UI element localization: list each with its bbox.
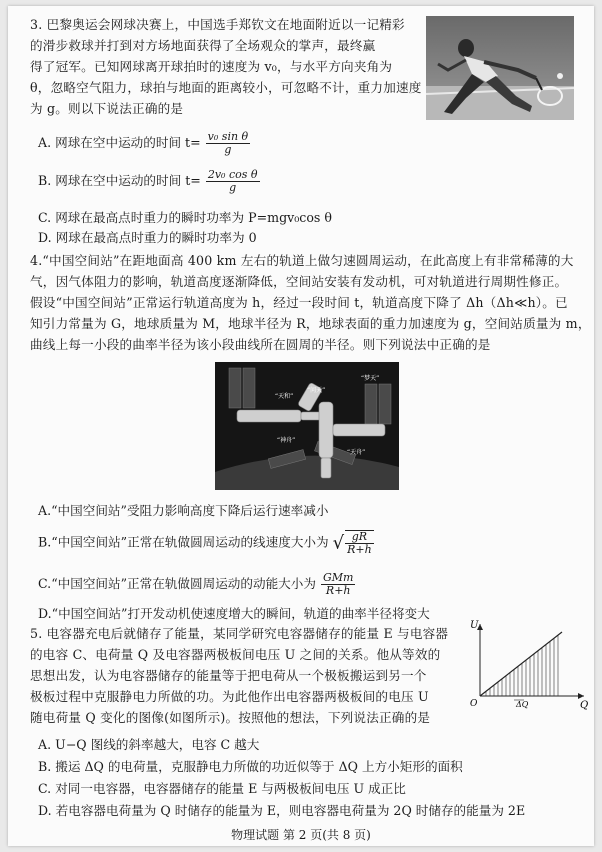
exam-page	[8, 6, 594, 846]
q3-line-2: 的滑步救球并打到对方场地面获得了全场观众的掌声，最终赢	[30, 38, 376, 53]
q5-line-2: 的电容 C、电荷量 Q 及电容器两极板间电压 U 之间的关系。他从等效的	[30, 647, 441, 662]
space-station-photo	[215, 362, 399, 490]
q5-option-d: D. 若电容器电荷量为 Q 时储存的能量为 E，则电容器电荷量为 2Q 时储存的能量为 2E	[38, 803, 526, 818]
fraction-numerator: v₀ sin θ	[207, 130, 249, 143]
space-label-2: “问天”	[307, 387, 326, 394]
q4-option-d: D.“中国空间站”打开发动机使速度增大的瞬间，轨道的曲率半径将变大	[38, 606, 430, 621]
page-footer: 物理试题 第 2 页(共 8 页)	[231, 828, 371, 842]
space-label-3: “梦天”	[361, 375, 380, 382]
sqrt-symbol-icon: √	[332, 532, 345, 554]
q4-line-5: 曲线上每一小段的曲率半径为该小段曲线所在圆周的半径。则下列说法中正确的是	[30, 337, 491, 352]
q4-option-b	[38, 530, 375, 556]
q4-line-2: 气，因气体阻力的影响，轨道高度逐渐降低，空间站安装有发动机，可对轨道进行周期性修正。	[30, 274, 568, 289]
q3-line-3: 得了冠军。已知网球离开球拍时的速度为 v₀，与水平方向夹角为	[30, 59, 393, 74]
fraction-numerator: gR	[345, 531, 374, 544]
fraction-denominator: g	[229, 181, 237, 194]
q5-line-5: 随电荷量 Q 变化的图像(如图所示)。按照他的想法，下列说法正确的是	[30, 710, 431, 725]
q5-option-c: C. 对同一电容器，电容器储存的能量 E 与两极板间电压 U 成正比	[38, 781, 406, 796]
fraction-denominator: g	[224, 143, 232, 156]
q5-option-b: B. 搬运 ΔQ 的电荷量，克服静电力所做的功近似等于 ΔQ 上方小矩形的面积	[38, 759, 463, 774]
u-q-graph	[466, 618, 590, 710]
question-3-stem	[30, 14, 422, 119]
q3-option-a	[38, 131, 251, 156]
q3-line-4: θ，忽略空气阻力，球拍与地面的距离较小，可忽略不计，重力加速度	[30, 80, 422, 95]
question-5-stem	[30, 623, 448, 728]
q4-line-3: 假设“中国空间站”正常运行轨道高度为 h，经过一段时间 t，轨道高度下降了 Δh（Δh≪h）。已	[30, 295, 568, 310]
fraction-numerator: 2v₀ cos θ	[207, 168, 258, 181]
q4-option-b-fraction	[345, 530, 374, 556]
q5-line-1: 5. 电容器充电后就储存了能量，某同学研究电容器储存的能量 E 与电容器	[30, 626, 449, 641]
q3-option-b-fraction	[206, 169, 260, 194]
q5-line-4: 极板过程中克服静电力所做的功。为此他作出电容器两极板间的电压 U	[30, 689, 429, 704]
q3-option-a-fraction	[206, 131, 251, 156]
fraction-denominator: R+h	[347, 543, 372, 556]
question-4-stem	[30, 250, 591, 355]
tennis-player-photo	[426, 16, 574, 120]
q-axis-label: Q	[580, 700, 589, 710]
q3-option-a-text: A. 网球在空中运动的时间 t=	[38, 135, 201, 150]
q3-option-b-text: B. 网球在空中运动的时间 t=	[38, 173, 201, 188]
q5-option-a: A. U−Q 图线的斜率越大，电容 C 越大	[38, 737, 260, 752]
q3-option-d: D. 网球在最高点时重力的瞬时功率为 0	[38, 230, 257, 245]
dq-label: ΔQ	[516, 700, 529, 709]
q4-line-4: 知引力常量为 G，地球质量为 M，地球半径为 R，地球表面的重力加速度为 g，空间站质量为 m，	[30, 316, 591, 331]
origin-label: O	[470, 699, 478, 709]
space-label-5: “神舟”	[277, 437, 296, 444]
q3-line-5: 为 g。则以下说法正确的是	[30, 101, 184, 116]
q4-line-1: 4.“中国空间站”在距地面高 400 km 左右的轨道上做匀速圆周运动，在此高度上有非常稀薄的大	[30, 253, 574, 268]
q5-line-3: 思想出发，认为电容器储存的能量等于把电荷从一个极板搬运到另一个	[30, 668, 427, 683]
space-label-4: “天舟”	[347, 449, 366, 456]
q3-option-c: C. 网球在最高点时重力的瞬时功率为 P=mgv₀cos θ	[38, 210, 332, 225]
q3-option-b	[38, 169, 261, 194]
q4-option-c	[38, 572, 356, 597]
q4-option-c-text: C.“中国空间站”正常在轨做圆周运动的动能大小为	[38, 576, 316, 591]
q3-line-1: 3. 巴黎奥运会网球决赛上，中国选手郑钦文在地面附近以一记精彩	[30, 17, 405, 32]
q4-option-a: A.“中国空间站”受阻力影响高度下降后运行速率减小	[38, 503, 329, 518]
q4-option-b-text: B.“中国空间站”正常在轨做圆周运动的线速度大小为	[38, 534, 329, 550]
fraction-numerator: GMm	[322, 571, 354, 584]
q4-option-c-fraction	[321, 572, 355, 597]
fraction-denominator: R+h	[325, 584, 351, 597]
u-axis-label: U	[470, 620, 479, 631]
space-label-1: “天和”	[275, 393, 294, 400]
